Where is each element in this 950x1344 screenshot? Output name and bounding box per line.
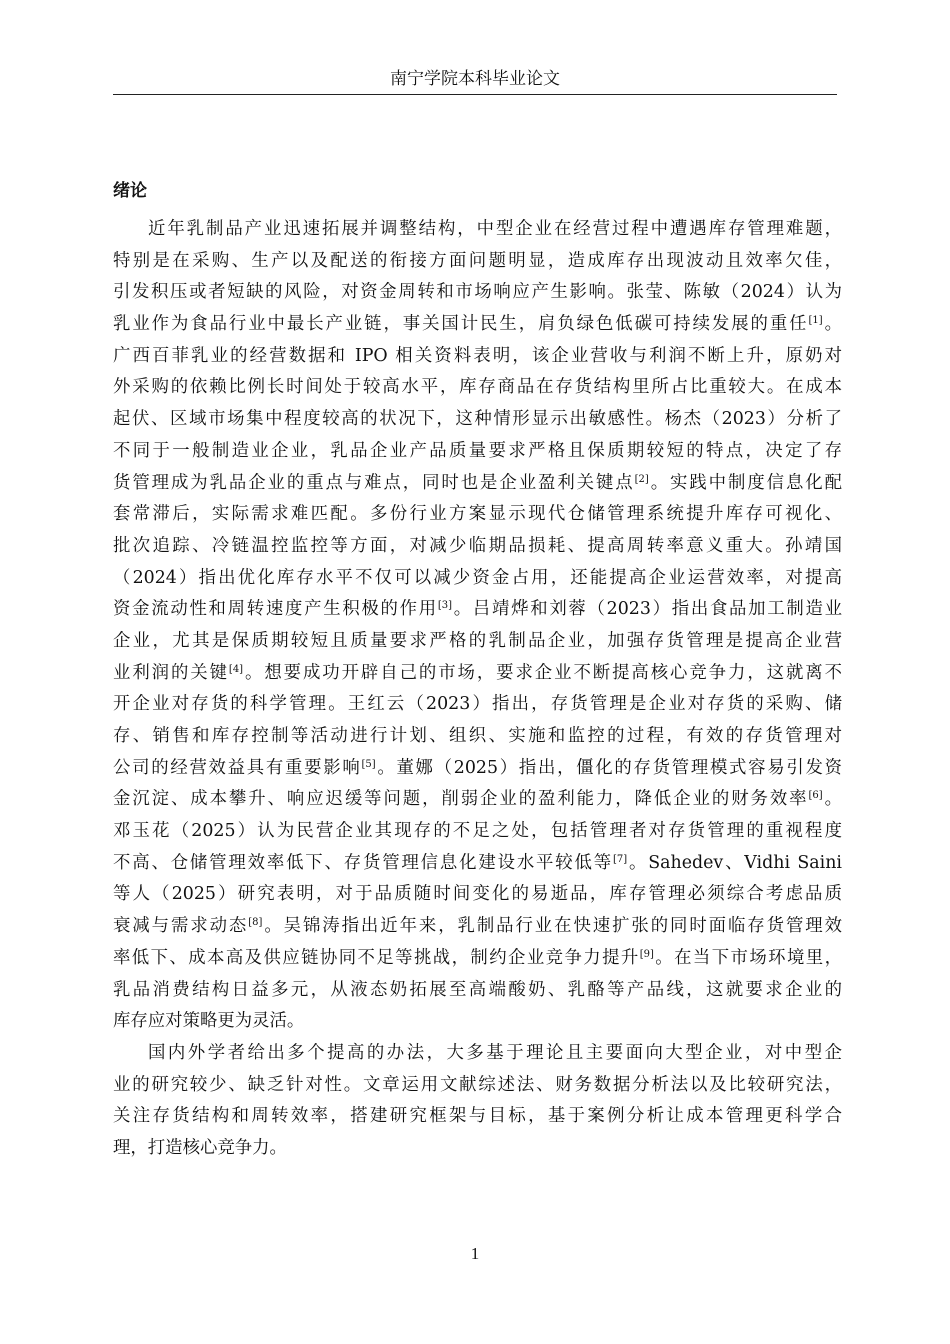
section-title: 绪论 [113, 181, 147, 201]
page-header: 南宁学院本科毕业论文 [390, 69, 560, 89]
citation-marker: [3] [437, 600, 453, 612]
text-line: 业利润的关键[4]。想要成功开辟自己的市场，要求企业不断提高核心竞争力，这就离不 [113, 662, 842, 683]
body-text [113, 214, 842, 1165]
text-line: 乳品消费结构日益多元，从液态奶拓展至高端酸奶、乳酪等产品线，这就要求企业的 [113, 979, 842, 1000]
text-line: 批次追踪、冷链温控监控等方面，对减少临期品损耗、提高周转率意义重大。孙靖国 [113, 535, 842, 556]
text-line: 特别是在采购、生产以及配送的衔接方面问题明显，造成库存出现波动且效率欠佳， [113, 250, 842, 271]
paragraph [113, 214, 842, 1038]
text-line: 近年乳制品产业迅速拓展并调整结构，中型企业在经营过程中遭遇库存管理难题， [148, 219, 842, 239]
text-line: 起伏、区域市场集中程度较高的状况下，这种情形显示出敏感性。杨杰（2023）分析了 [113, 409, 842, 430]
text-line: 广西百菲乳业的经营数据和 IPO 相关资料表明，该企业营收与利润不断上升，原奶对 [113, 345, 842, 366]
text-line: 国内外学者给出多个提高的办法，大多基于理论且主要面向大型企业，对中型企 [148, 1042, 842, 1063]
text-line: 等人（2025）研究表明，对于品质随时间变化的易逝品，库存管理必须综合考虑品质 [113, 884, 842, 905]
text-line: 不同于一般制造业企业，乳品企业产品质量要求严格且保质期较短的特点，决定了存 [113, 440, 842, 461]
citation-marker: [6] [808, 790, 823, 802]
paragraph [113, 1038, 842, 1165]
text-line: 邓玉花（2025）认为民营企业其现存的不足之处，包括管理者对存货管理的重视程度 [113, 821, 842, 842]
text-line: 企业，尤其是保质期较短且质量要求严格的乳制品企业，加强存货管理是提高企业营 [113, 630, 842, 651]
text-line: 存、销售和库存控制等活动进行计划、组织、实施和监控的过程，有效的存货管理对 [113, 726, 842, 746]
text-line: 衰减与需求动态[8]。吴锦涛指出近年来，乳制品行业在快速扩张的同时面临存货管理效 [113, 916, 842, 937]
text-line: 理，打造核心竞争力。 [113, 1137, 287, 1158]
citation-marker: [5] [361, 758, 376, 770]
text-line: 乳业作为食品行业中最长产业链，事关国计民生，肩负绿色低碳可持续发展的重任[1]。 [113, 314, 842, 335]
text-line: 开企业对存货的科学管理。王红云（2023）指出，存货管理是企业对存货的采购、储 [113, 694, 842, 715]
page-number: 1 [470, 1244, 480, 1263]
citation-marker: [2] [634, 473, 649, 485]
text-line: （2024）指出优化库存水平不仅可以减少资金占用，还能提高企业运营效率，对提高 [113, 567, 842, 588]
text-line: 率低下、成本高及供应链协同不足等挑战，制约企业竞争力提升[9]。在当下市场环境里， [113, 947, 842, 968]
citation-marker: [8] [248, 917, 263, 929]
text-line: 外采购的依赖比例长时间处于较高水平，库存商品在存货结构里所占比重较大。在成本 [113, 377, 842, 398]
text-line: 关注存货结构和周转效率，搭建研究框架与目标，基于案例分析让成本管理更科学合 [113, 1106, 842, 1127]
text-line: 套常滞后，实际需求难匹配。多份行业方案显示现代仓储管理系统提升库存可视化、 [113, 504, 842, 525]
text-line: 业的研究较少、缺乏针对性。文章运用文献综述法、财务数据分析法以及比较研究法， [113, 1074, 842, 1095]
citation-marker: [9] [639, 948, 654, 960]
header-divider [113, 94, 837, 95]
citation-marker: [7] [612, 853, 628, 865]
text-line: 不高、仓储管理效率低下、存货管理信息化建设水平较低等[7]。Sahedev、Vidhi Saini [113, 852, 842, 873]
citation-marker: [1] [808, 315, 823, 327]
text-line: 货管理成为乳品企业的重点与难点，同时也是企业盈利关键点[2]。实践中制度信息化配 [113, 472, 842, 493]
citation-marker: [4] [228, 663, 244, 675]
text-line: 引发积压或者短缺的风险，对资金周转和市场响应产生影响。张莹、陈敏（2024）认为 [113, 282, 842, 303]
text-line: 资金流动性和周转速度产生积极的作用[3]。吕靖烨和刘蓉（2023）指出食品加工制造业 [113, 599, 842, 620]
text-line: 库存应对策略更为灵活。 [113, 1011, 305, 1032]
text-line: 金沉淀、成本攀升、响应迟缓等问题，削弱企业的盈利能力，降低企业的财务效率[6]。 [113, 789, 842, 810]
text-line: 公司的经营效益具有重要影响[5]。董娜（2025）指出，僵化的存货管理模式容易引发资 [113, 757, 842, 778]
